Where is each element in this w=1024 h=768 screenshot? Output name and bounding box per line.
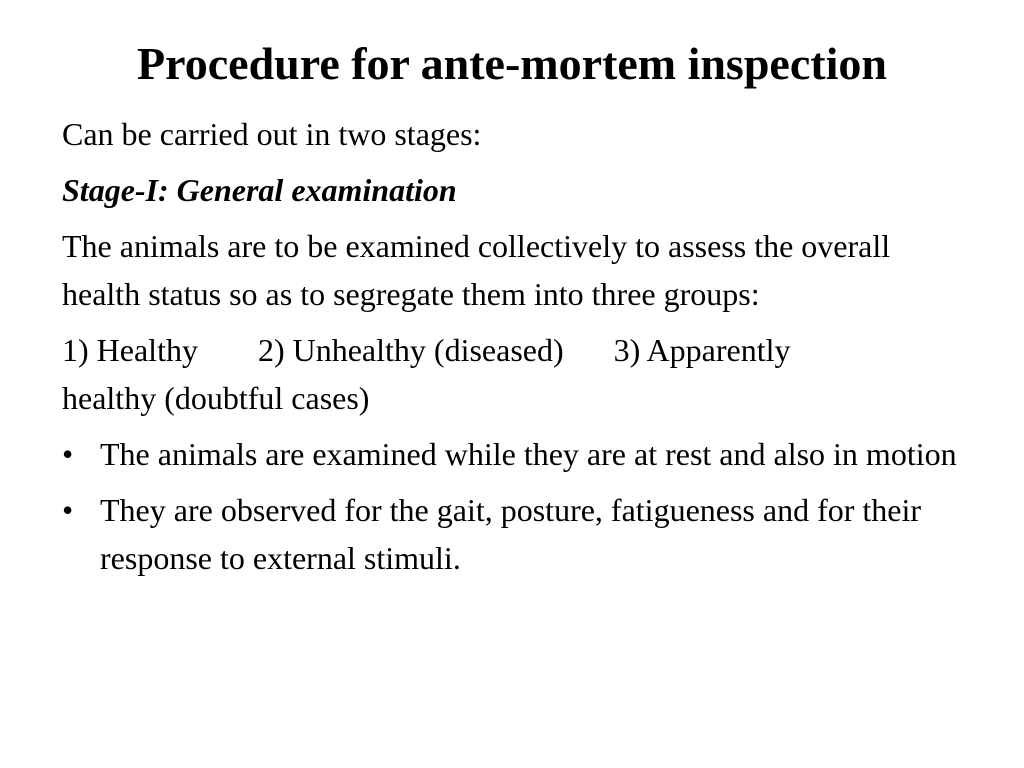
group-apparently-healthy-end: healthy (doubtful cases) — [62, 380, 370, 416]
bullet-icon: • — [62, 492, 74, 528]
slide-title: Procedure for ante-mortem inspection — [137, 38, 887, 89]
bullet-text: The animals are examined while they are at rest and also in motion — [100, 436, 957, 472]
bullet-text: They are observed for the gait, posture, fatigueness and for their response to external stimuli. — [100, 492, 922, 576]
stage-heading: Stage-I: General examination — [62, 172, 457, 208]
intro-text: Can be carried out in two stages: — [62, 116, 482, 152]
bullet-item — [62, 486, 962, 582]
groups-list — [62, 326, 962, 422]
group-healthy: 1) Healthy — [62, 332, 198, 368]
description-paragraph: The animals are to be examined collectively to assess the overall health status so as to segregate them into three groups: — [62, 228, 891, 312]
group-unhealthy: 2) Unhealthy (diseased) — [257, 332, 564, 368]
slide-body — [62, 110, 962, 590]
bullet-icon: • — [62, 436, 74, 472]
group-apparently-healthy-start: 3) Apparently — [613, 332, 791, 368]
bullet-item — [62, 430, 962, 478]
